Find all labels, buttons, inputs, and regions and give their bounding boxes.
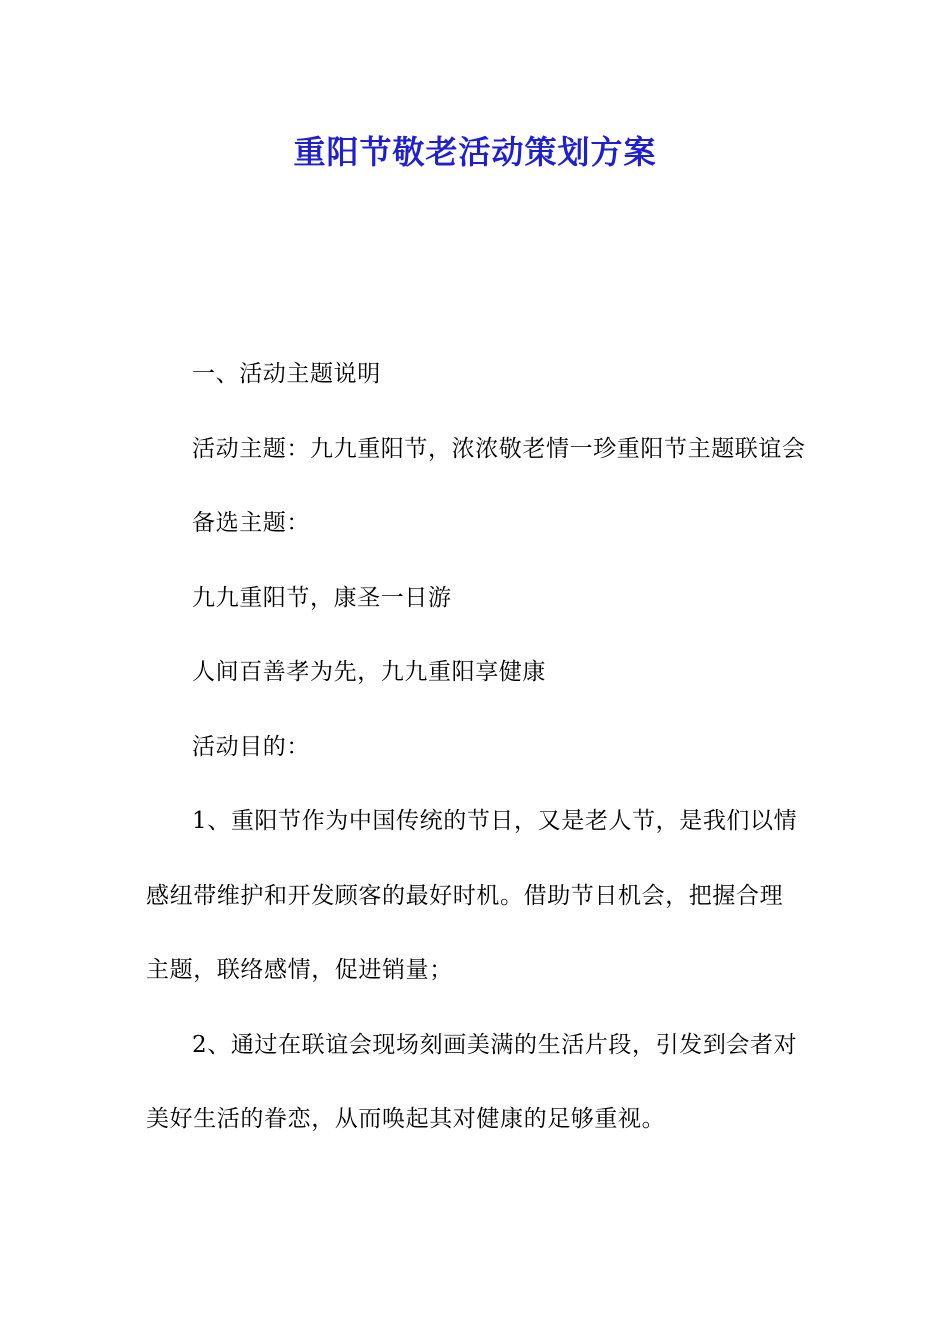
paragraph-activity-theme: 活动主题：九九重阳节，浓浓敬老情一珍重阳节主题联谊会: [192, 435, 806, 462]
paragraph-purpose-2: 2、通过在联谊会现场刻画美满的生活片段，引发到会者对美好生活的眷恋，从而唤起其对健康的足够重视。: [146, 1031, 798, 1132]
paragraph-purpose-label: 活动目的：: [192, 733, 310, 760]
paragraph-alternative-theme-2: 人间百善孝为先，九九重阳享健康: [192, 659, 546, 685]
section-heading-theme: 一、活动主题说明: [192, 361, 381, 387]
paragraph-alternative-theme-1: 九九重阳节，康圣一日游: [192, 584, 452, 611]
document-title: 重阳节敬老活动策划方案: [293, 133, 657, 171]
document-body: [146, 337, 806, 1157]
paragraph-purpose-1: 1、重阳节作为中国传统的节日，又是老人节，是我们以情感纽带维护和开发顾客的最好时机。借助节日机会，把握合理主题，联络感情，促进销量；: [146, 808, 798, 983]
paragraph-alternative-themes-label: 备选主题：: [192, 510, 310, 536]
